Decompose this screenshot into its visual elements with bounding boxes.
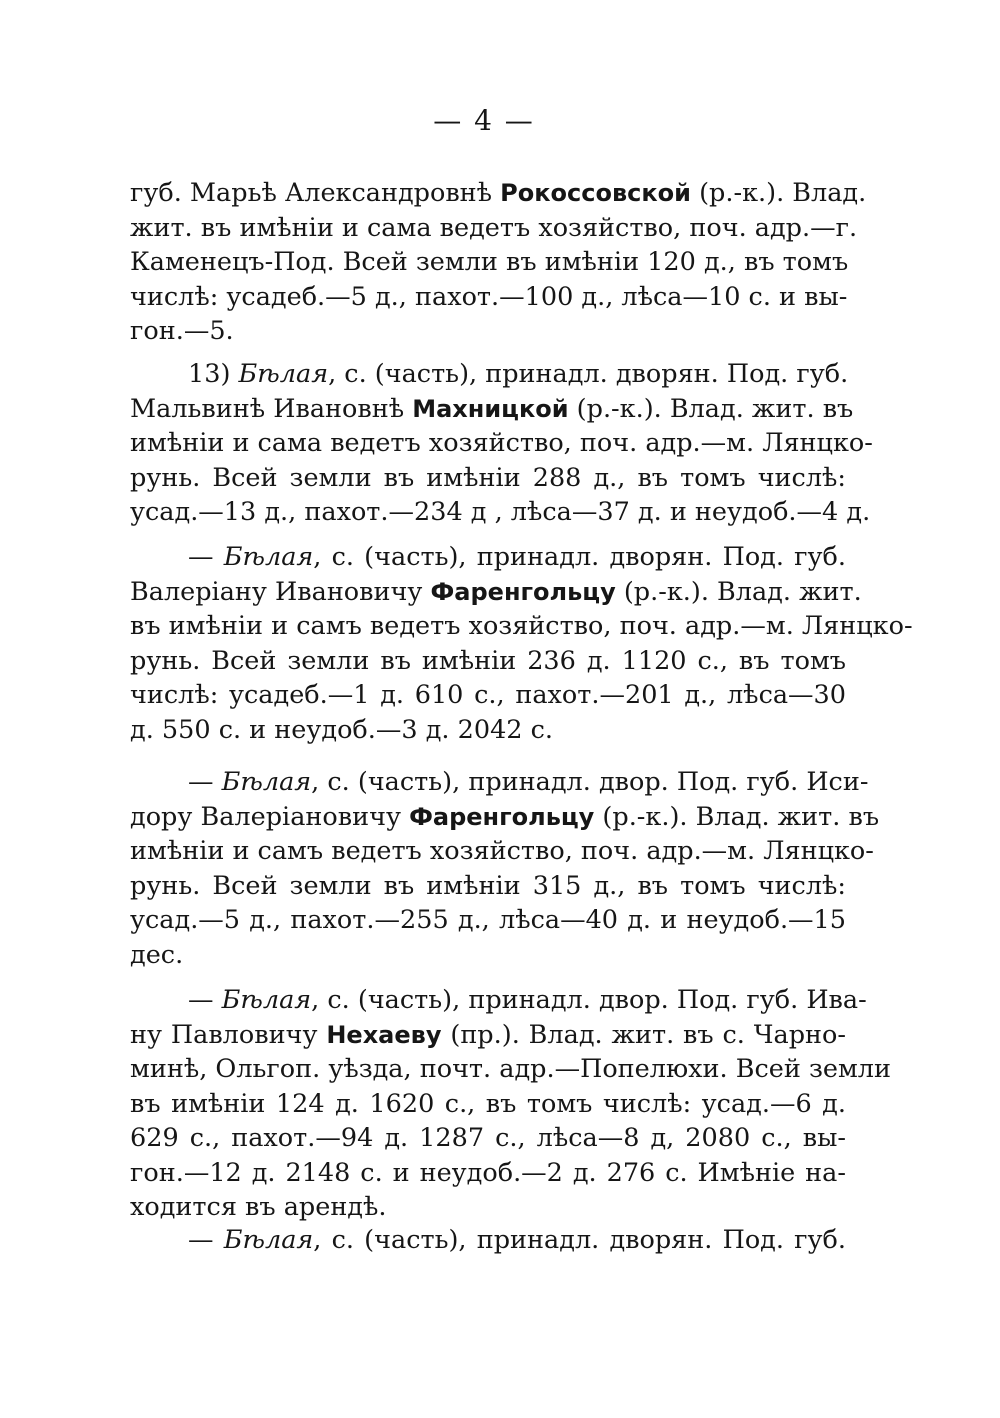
- text-run: дес.: [130, 939, 184, 970]
- owner-surname: Рокоссовской: [500, 179, 691, 207]
- text-run: рунь. Всей земли въ имѣніи 236 д. 1120 с., въ томъ: [130, 645, 846, 676]
- text-line: [130, 609, 913, 644]
- text-run: въ имѣніи и самъ ведетъ хозяйство, поч. адр.—м. Лянцко-: [130, 611, 913, 641]
- text-run: 13): [188, 359, 239, 389]
- text-line: [130, 392, 854, 427]
- text-run: —: [188, 985, 222, 1015]
- owner-surname: Махницкой: [412, 394, 569, 423]
- text-run: рунь. Всей земли въ имѣніи 288 д., въ томъ числѣ:: [130, 462, 846, 493]
- text-run: имѣніи и самъ ведетъ хозяйство, поч. адр.—м. Лянцко-: [130, 836, 874, 866]
- text-line: [130, 765, 869, 800]
- text-run: рунь. Всей земли въ имѣніи 315 д., въ томъ числѣ:: [130, 870, 846, 901]
- text-run: , с. (часть), принадл. дворян. Под. губ.: [328, 359, 849, 389]
- text-run: ну Павловичу: [130, 1019, 327, 1050]
- text-line: [130, 1121, 846, 1156]
- paragraph: [130, 765, 880, 972]
- text-line: [130, 1018, 846, 1053]
- paragraph: [130, 540, 913, 747]
- text-run: Валеріану Ивановичу: [130, 576, 431, 607]
- paragraph: [130, 176, 867, 349]
- text-line: [130, 280, 846, 315]
- owner-surname: Нехаеву: [326, 1020, 442, 1049]
- text-run: (р.-к.). Влад.: [690, 178, 867, 208]
- text-line: [130, 176, 867, 211]
- village-name: Бѣлая: [223, 1225, 314, 1255]
- village-name: Бѣлая: [238, 359, 329, 389]
- text-line: [130, 800, 880, 835]
- text-line: [130, 314, 846, 349]
- text-line: [130, 461, 846, 496]
- text-run: гон.—12 д. 2148 с. и неудоб.—2 д. 276 с. Имѣніе на-: [130, 1157, 846, 1188]
- text-line: [130, 495, 871, 530]
- text-run: жит. въ имѣніи и сама ведетъ хозяйство, поч. адр.—г.: [130, 212, 858, 243]
- paragraph: [130, 1223, 846, 1258]
- owner-surname: Фаренгольцу: [430, 577, 616, 606]
- village-name: Бѣлая: [221, 767, 312, 797]
- text-run: усад.—5 д., пахот.—255 д., лѣса—40 д. и неудоб.—15: [130, 905, 846, 935]
- text-run: 629 с., пахот.—94 д. 1287 с., лѣса—8 д, 2080 с., вы-: [130, 1123, 846, 1153]
- text-line: [130, 1156, 846, 1191]
- text-line: [130, 834, 874, 869]
- text-run: (р.-к.). Влад. жит. въ: [594, 801, 880, 832]
- text-line: [130, 903, 846, 938]
- text-run: числѣ: усадеб.—1 д. 610 с., пахот.—201 д., лѣса—30: [130, 680, 846, 710]
- text-run: дору Валеріановичу: [130, 801, 410, 832]
- text-run: усад.—13 д., пахот.—234 д , лѣса—37 д. и неудоб.—4 д.: [130, 497, 871, 527]
- text-run: , с. (часть), принадл. дворян. Под. губ.: [313, 1225, 847, 1255]
- text-run: , с. (часть), принадл. дворян. Под. губ.: [313, 542, 847, 572]
- text-line: [130, 1052, 891, 1087]
- text-line: [130, 713, 846, 748]
- text-run: (пр.). Влад. жит. въ с. Чарно-: [441, 1019, 846, 1050]
- text-line: [130, 357, 849, 392]
- village-name: Бѣлая: [221, 985, 312, 1015]
- text-line: [130, 983, 867, 1018]
- paragraph: [130, 357, 873, 530]
- text-run: , с. (часть), принадл. двор. Под. губ. Иси-: [311, 767, 869, 797]
- page-number: — 4 —: [433, 104, 535, 137]
- text-line: [130, 540, 846, 575]
- text-line: [130, 938, 846, 973]
- text-run: Каменецъ-Под. Всей земли въ имѣніи 120 д., въ томъ: [130, 247, 849, 277]
- text-line: [130, 1190, 846, 1225]
- text-line: [130, 245, 849, 280]
- text-run: (р.-к.). Влад. жит.: [615, 576, 862, 607]
- owner-surname: Фаренгольцу: [409, 802, 595, 831]
- text-run: —: [188, 767, 222, 797]
- text-run: имѣніи и сама ведетъ хозяйство, поч. адр.—м. Лянцко-: [130, 428, 873, 458]
- text-line: [130, 644, 846, 679]
- text-run: минѣ, Ольгоп. уѣзда, почт. адр.—Попелюхи. Всей земли: [130, 1054, 891, 1084]
- text-run: въ имѣніи 124 д. 1620 с., въ томъ числѣ: усад.—6 д.: [130, 1088, 846, 1119]
- text-run: губ. Марьѣ Александровнѣ: [130, 178, 501, 208]
- text-run: гон.—5.: [130, 316, 234, 346]
- text-run: (р.-к.). Влад. жит. въ: [568, 393, 854, 424]
- paragraph: [130, 983, 891, 1225]
- text-run: —: [188, 542, 224, 572]
- text-run: —: [188, 1225, 224, 1255]
- text-run: д. 550 с. и неудоб.—3 д. 2042 с.: [130, 714, 554, 745]
- text-line: [130, 211, 858, 246]
- text-run: , с. (часть), принадл. двор. Под. губ. Ива-: [311, 985, 867, 1015]
- text-line: [130, 869, 846, 904]
- text-run: Мальвинѣ Ивановнѣ: [130, 393, 413, 424]
- village-name: Бѣлая: [223, 542, 314, 572]
- text-line: [130, 1087, 846, 1122]
- text-line: [130, 426, 873, 461]
- text-line: [130, 1223, 846, 1258]
- text-run: числѣ: усадеб.—5 д., пахот.—100 д., лѣса—10 с. и вы-: [130, 281, 848, 312]
- text-line: [130, 575, 862, 610]
- text-line: [130, 678, 846, 713]
- text-run: ходится въ арендѣ.: [130, 1192, 387, 1222]
